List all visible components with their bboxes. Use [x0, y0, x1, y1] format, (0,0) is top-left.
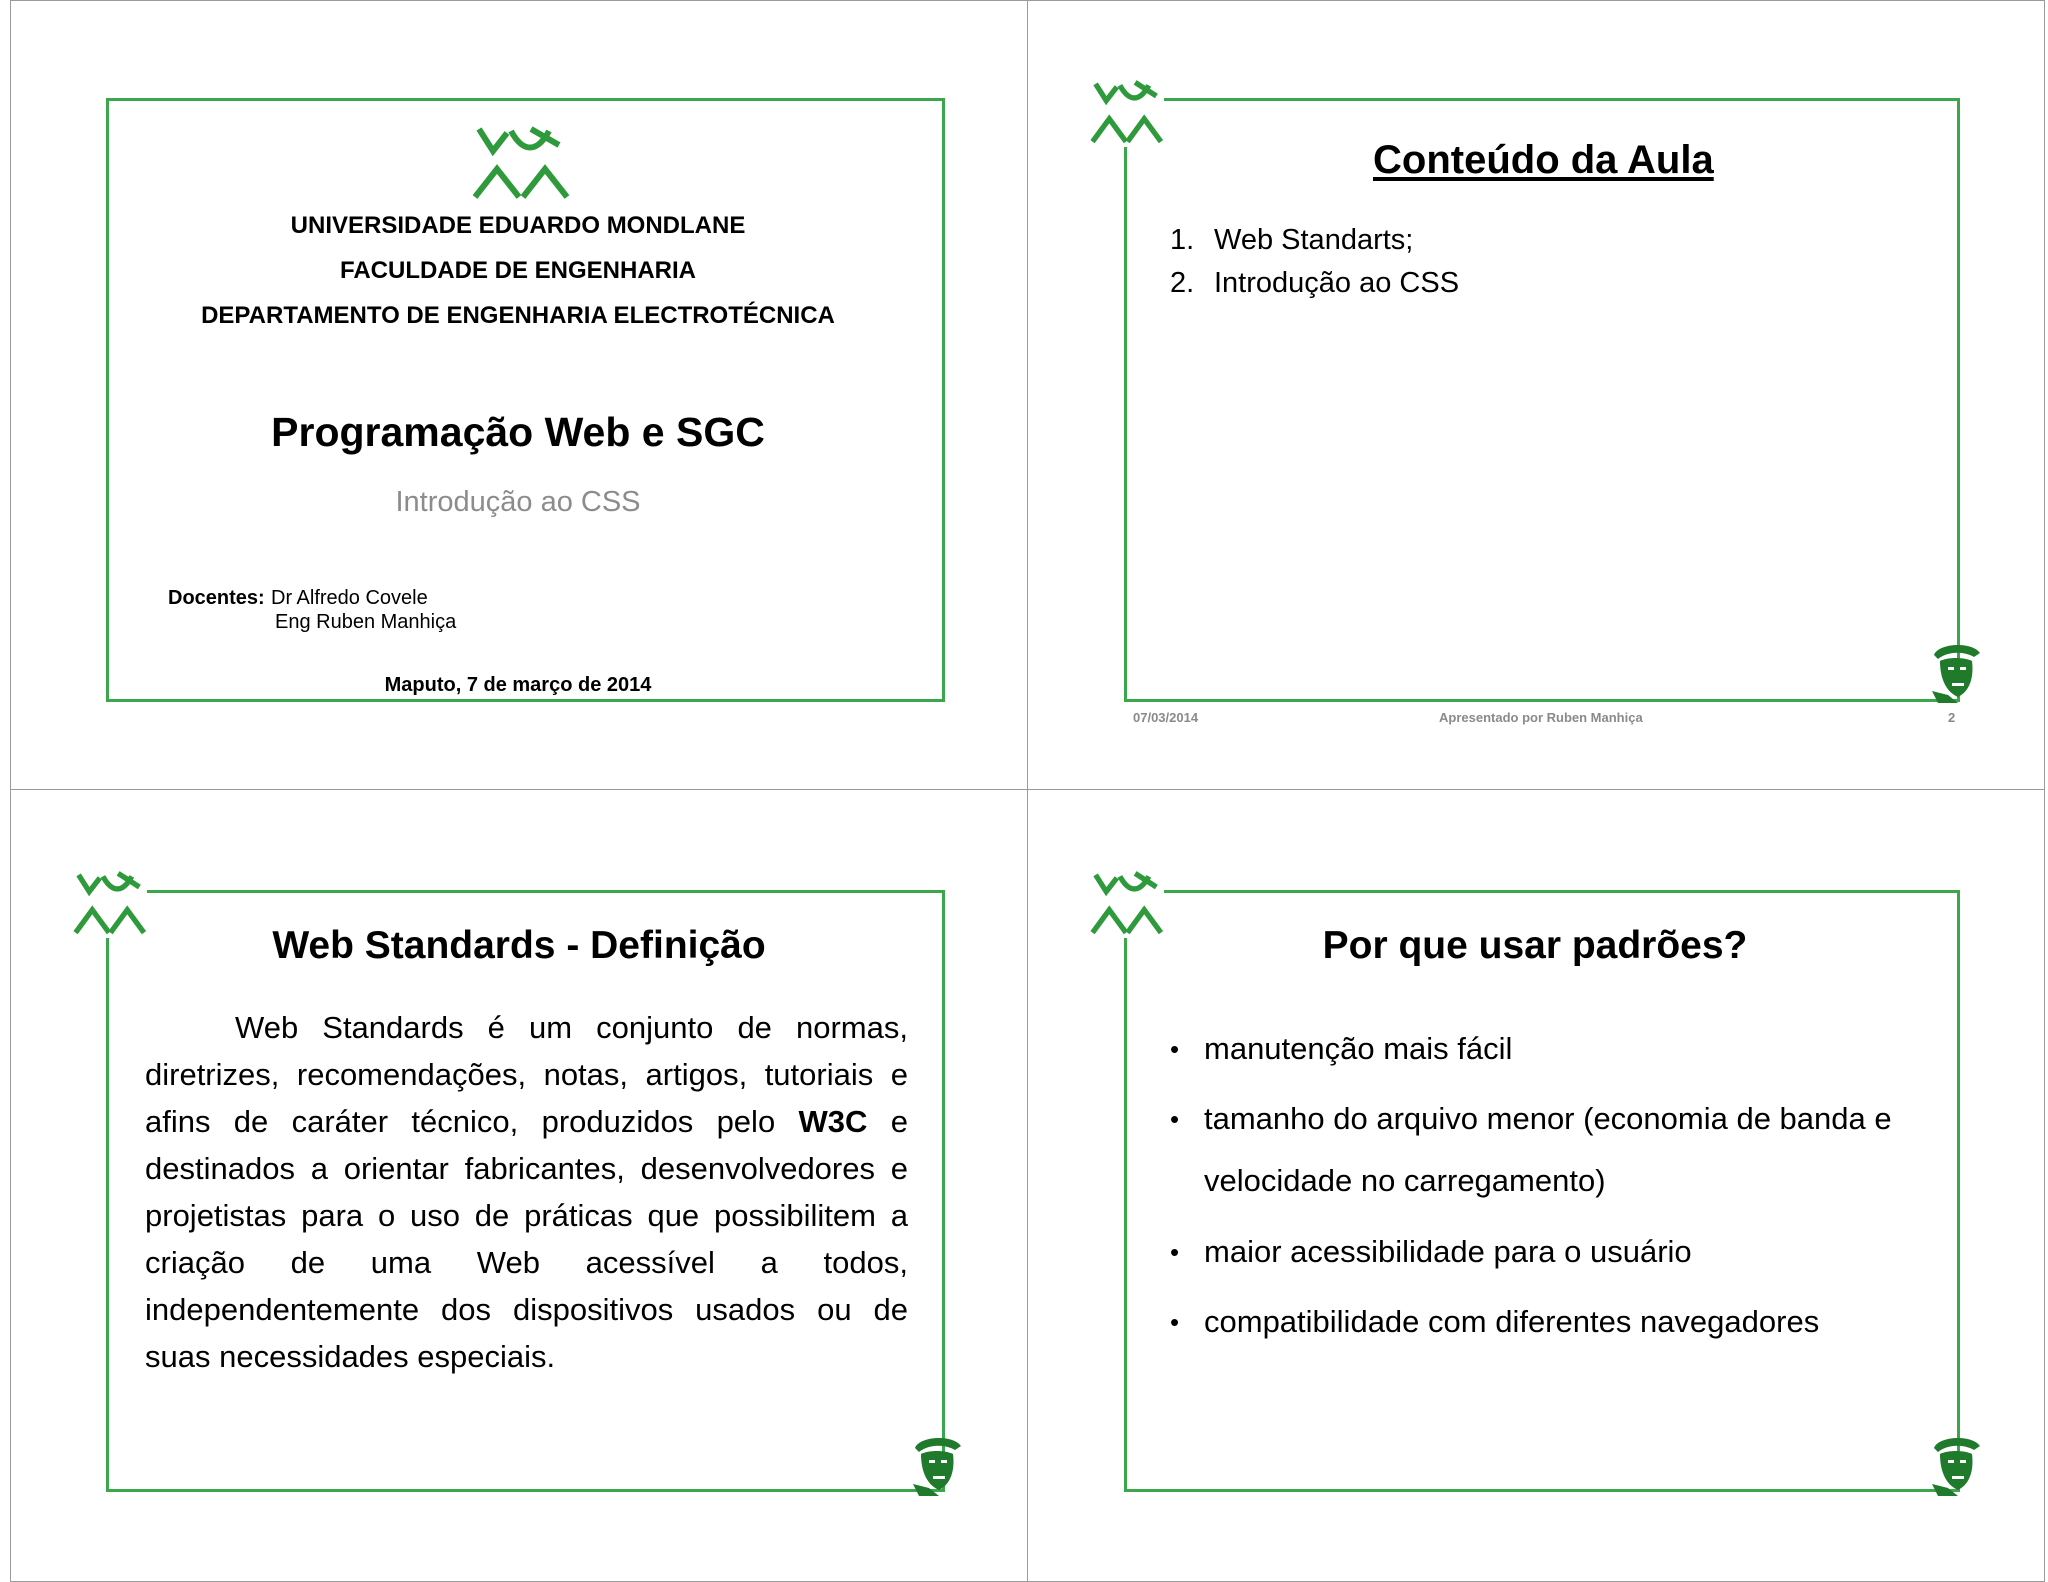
slide-title: Web Standards - Definição [272, 924, 766, 967]
slide-1[interactable] [10, 0, 1030, 792]
mascot-icon [1928, 1434, 1984, 1496]
course-subtitle: Introdução ao CSS [395, 486, 641, 518]
uem-logo-icon [471, 123, 571, 201]
mascot-icon [909, 1434, 965, 1496]
footer-presenter: Apresentado por Ruben Manhiça [1439, 710, 1643, 725]
list-item: • compatibilidade com diferentes navegadores [1170, 1304, 1820, 1339]
teacher-name: Dr Alfredo Covele [271, 587, 428, 609]
university-name: UNIVERSIDADE EDUARDO MONDLANE [290, 212, 746, 239]
mascot-icon [1928, 641, 1984, 703]
slide-4[interactable] [1027, 789, 2045, 1582]
slide-frame [1124, 98, 1960, 702]
slide-3[interactable] [10, 789, 1030, 1582]
list-item: • manutenção mais fácil [1170, 1031, 1513, 1066]
teachers-label: Docentes: [168, 587, 265, 609]
department-name: DEPARTAMENTO DE ENGENHARIA ELECTROTÉCNICA [201, 302, 835, 329]
slide-2[interactable] [1027, 0, 2045, 792]
faculty-name: FACULDADE DE ENGENHARIA [339, 257, 696, 284]
slide-title: Por que usar padrões? [1322, 924, 1748, 967]
list-item: 2. Introdução ao CSS [1170, 267, 1460, 299]
teacher-name: Eng Ruben Manhiça [275, 611, 457, 633]
list-item: • tamanho do arquivo menor (economia de banda e velocidade no carregamento) [1170, 1101, 1892, 1198]
list-item: 1. Web Standarts; [1170, 224, 1414, 256]
slide-title: Conteúdo da Aula [1373, 138, 1714, 182]
page-number: 2 [1948, 710, 1956, 725]
list-item: • maior acessibilidade para o usuário [1170, 1234, 1692, 1269]
course-title: Programação Web e SGC [271, 409, 765, 455]
definition-paragraph: Web Standards é um conjunto de normas, diretrizes, recomendações, notas, artigos, tutoriais e afins de caráter técnico, produzidos pelo W3C e destinados a orientar fabricantes, desenvolvedores e projetistas para o uso de práticas que possibilitem a criação de uma Web acessível a todos, independentemente dos dispositivos usados ou de suas necessidades especiais. [145, 1010, 908, 1374]
uem-logo-icon [1088, 77, 1164, 147]
place-date: Maputo, 7 de março de 2014 [384, 674, 652, 696]
footer-date: 07/03/2014 [1133, 710, 1199, 725]
